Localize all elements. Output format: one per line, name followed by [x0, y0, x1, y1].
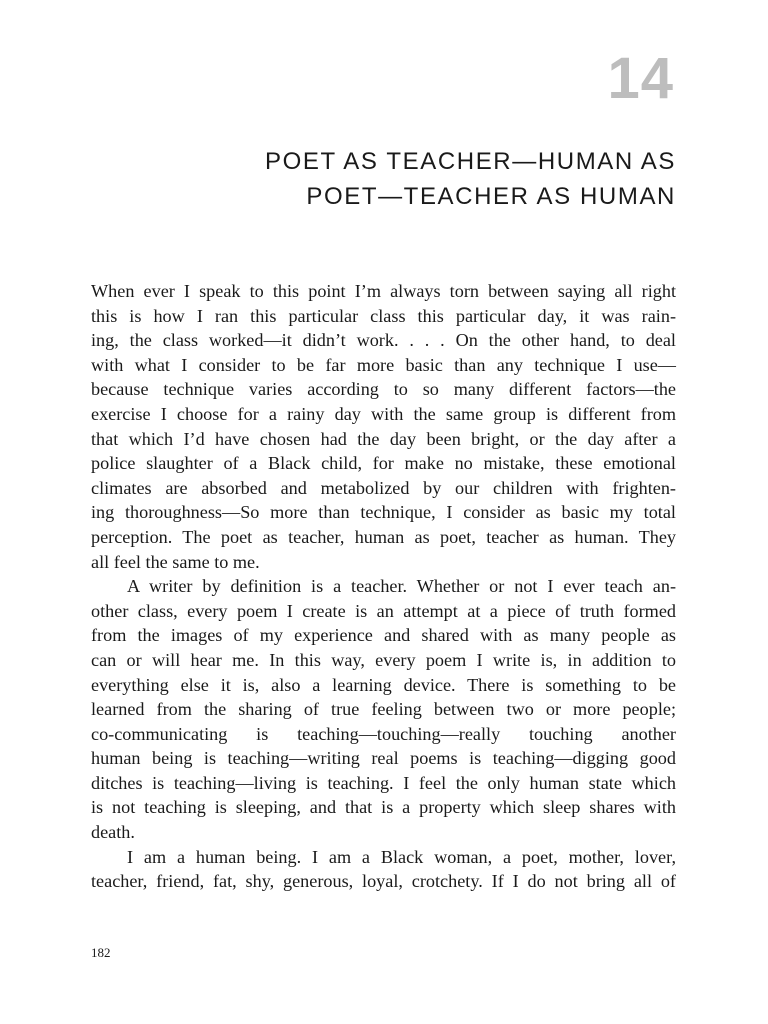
text-line: other class, every poem I create is an attempt at a piece of truth formed	[91, 600, 676, 621]
text-line: I am a human being. I am a Black woman, a poet, mother, lover,	[127, 846, 676, 867]
text-line: ditches is teaching—living is teaching. I feel the only human state which	[91, 772, 676, 793]
text-line: human being is teaching—writing real poems is teaching—digging good	[91, 748, 676, 769]
text-line: ing, the class worked—it didn’t work. . . . On the other hand, to deal	[91, 330, 676, 351]
text-line: co-communicating is teaching—touching—really touching another	[91, 723, 676, 744]
text-line: this is how I ran this particular class this particular day, it was rain-	[91, 305, 676, 326]
text-line: police slaughter of a Black child, for make no mistake, these emotional	[91, 453, 676, 474]
text-line: everything else it is, also a learning device. There is something to be	[91, 674, 676, 695]
text-line: because technique varies according to so many different factors—the	[91, 379, 676, 400]
text-line: A writer by definition is a teacher. Whether or not I ever teach an-	[127, 576, 676, 597]
text-line: When ever I speak to this point I’m always torn between saying all right	[91, 281, 676, 301]
chapter-title-line: POET—TEACHER AS HUMAN	[306, 183, 676, 210]
paragraph	[91, 574, 676, 845]
chapter-title-line: POET AS TEACHER—HUMAN AS	[265, 148, 676, 175]
text-line: from the images of my experience and shared with as many people as	[91, 625, 676, 646]
paragraph	[91, 279, 676, 574]
text-line: death.	[91, 822, 135, 843]
text-line: with what I consider to be far more basic than any technique I use—	[91, 354, 676, 375]
text-line: all feel the same to me.	[91, 551, 260, 572]
chapter-title	[156, 144, 676, 214]
chapter-number: 14	[607, 46, 674, 111]
text-line: perception. The poet as teacher, human as poet, teacher as human. They	[91, 526, 676, 547]
text-line: is not teaching is sleeping, and that is a property which sleep shares with	[91, 797, 676, 818]
text-line: climates are absorbed and metabolized by our children with frighten-	[91, 477, 676, 498]
text-line: learned from the sharing of true feeling between two or more people;	[91, 699, 676, 720]
text-line: exercise I choose for a rainy day with the same group is different from	[91, 403, 676, 424]
paragraph	[91, 845, 676, 894]
text-line: teacher, friend, fat, shy, generous, loyal, crotchety. If I do not bring all of	[91, 871, 676, 892]
text-line: can or will hear me. In this way, every poem I write is, in addition to	[91, 649, 676, 670]
page-number: 182	[91, 945, 111, 960]
text-line: that which I’d have chosen had the day been bright, or the day after a	[91, 428, 676, 449]
text-line: ing thoroughness—So more than technique, I consider as basic my total	[91, 502, 676, 523]
body-text	[91, 279, 676, 894]
